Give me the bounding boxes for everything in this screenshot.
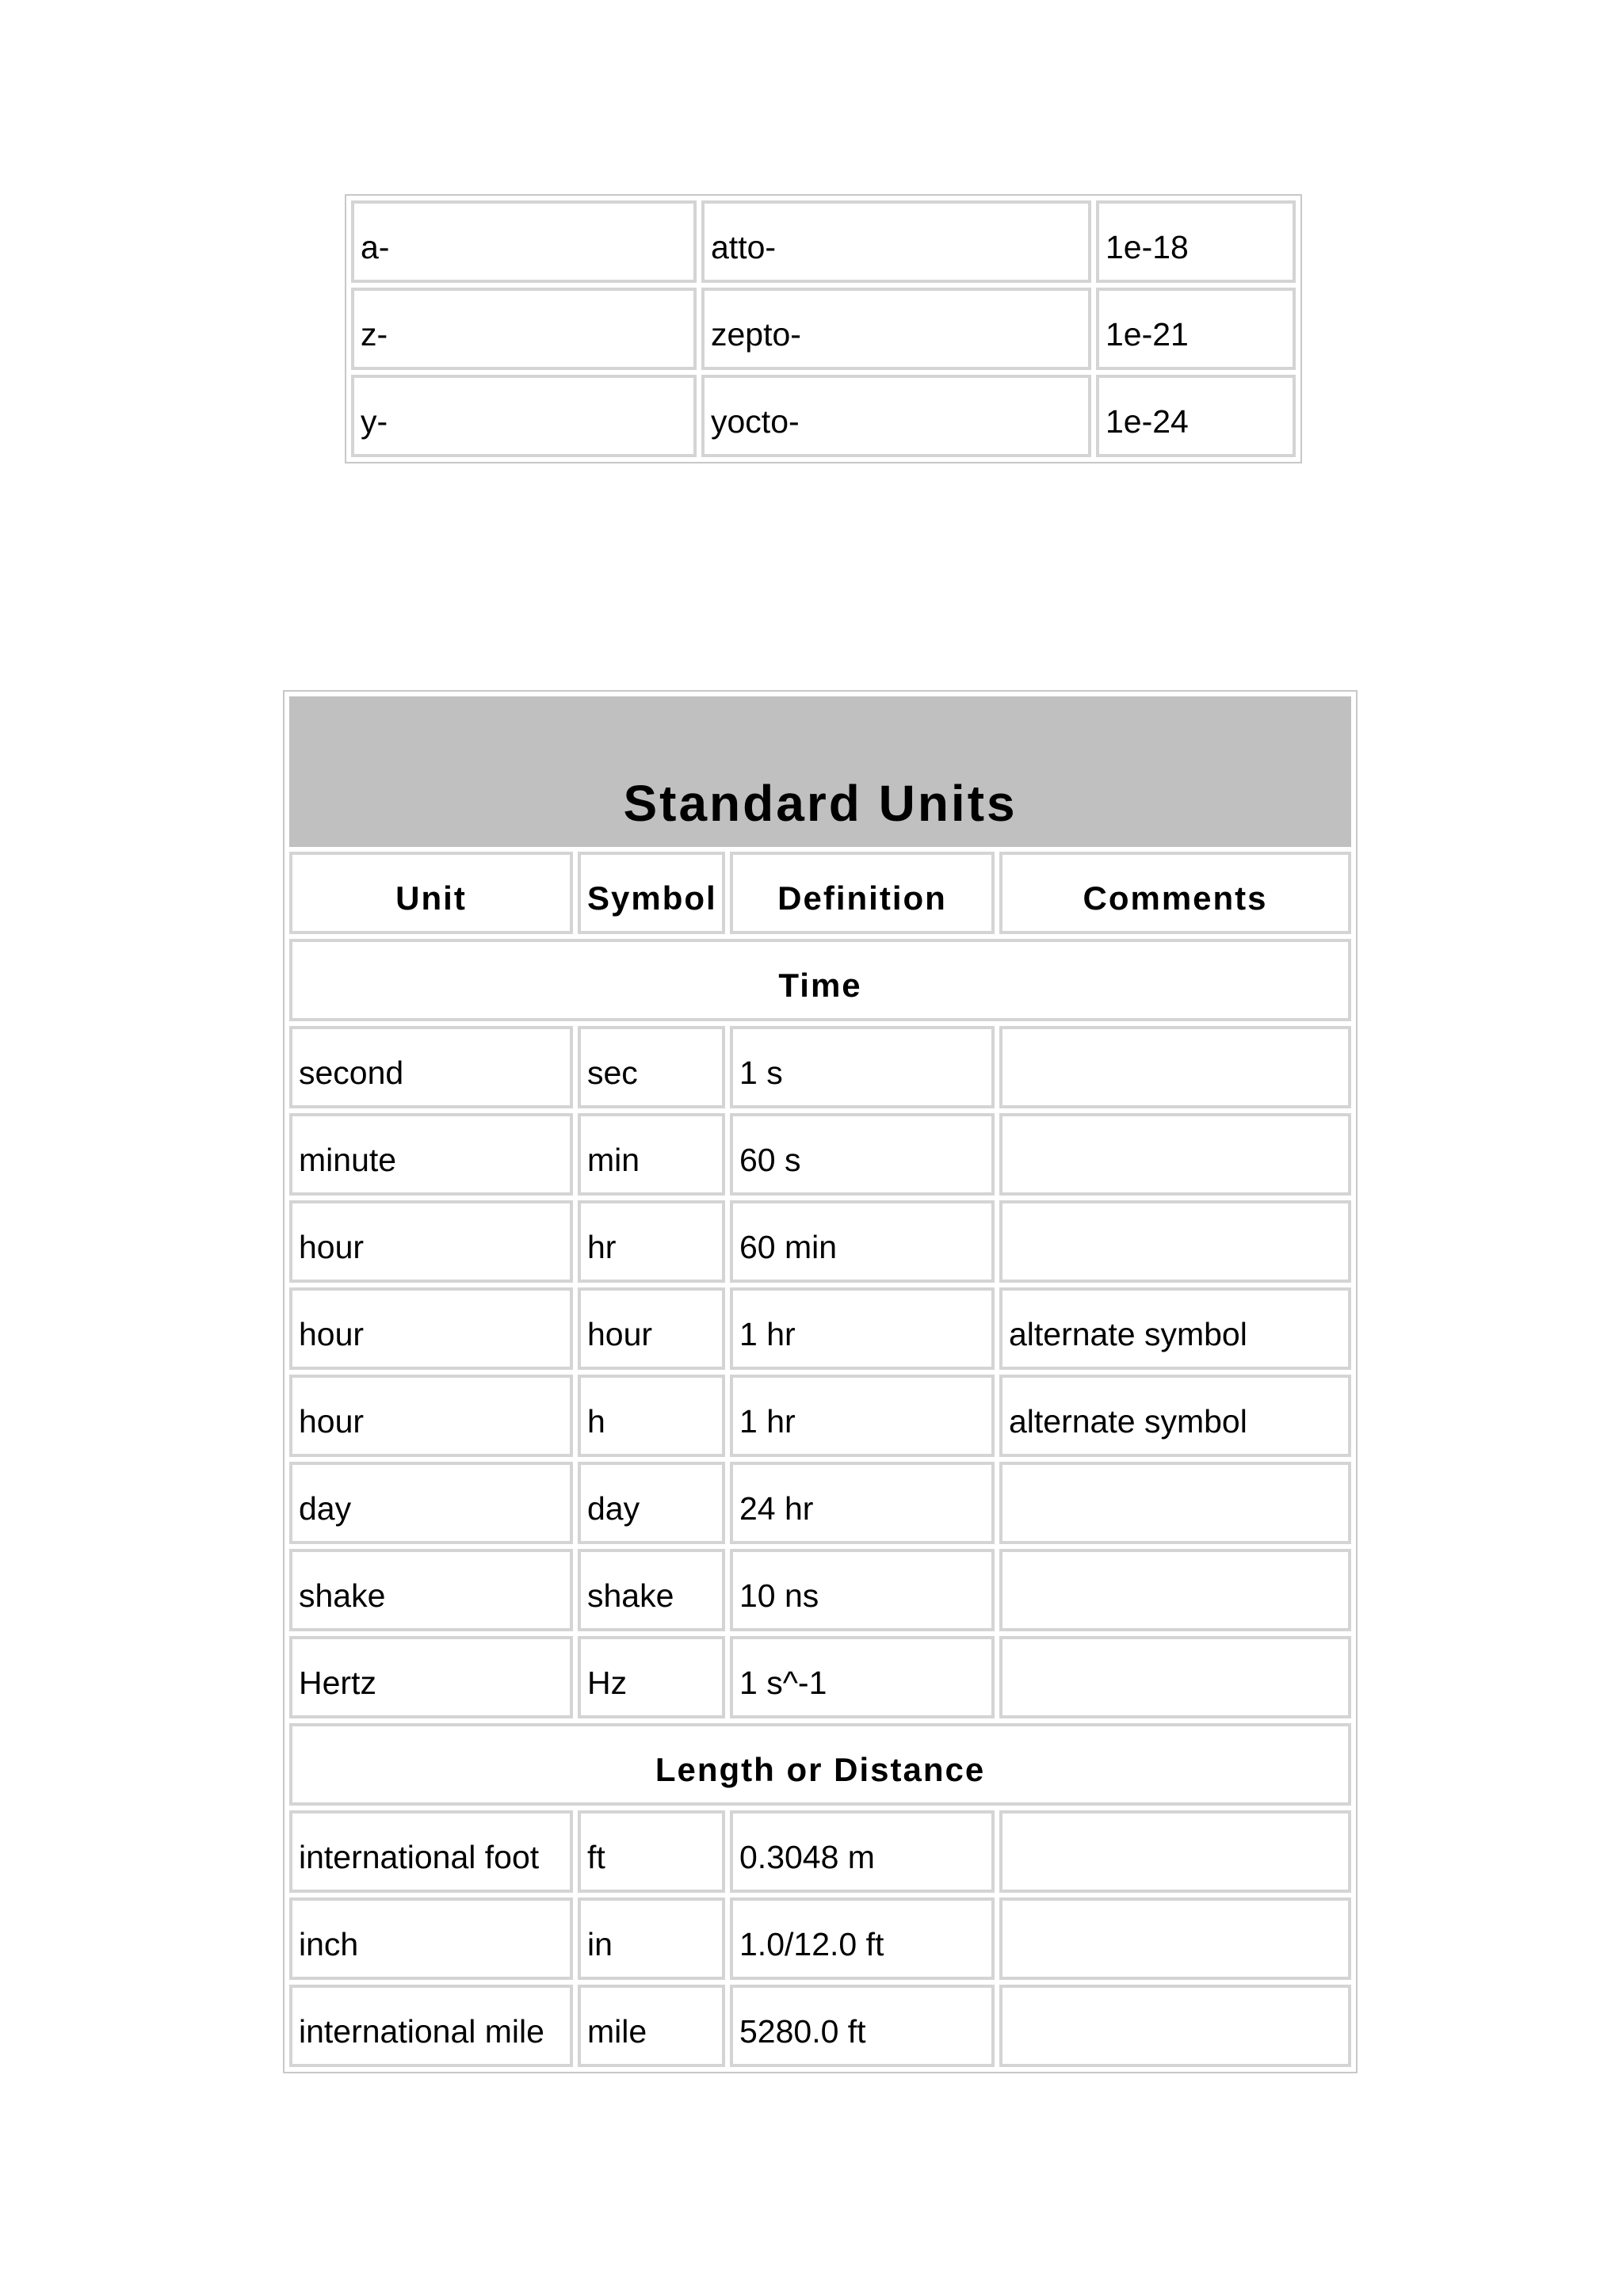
prefix-table: [345, 194, 1302, 463]
table-row: [289, 1026, 1351, 1108]
column-header-row: [289, 852, 1351, 934]
table-row: [351, 200, 1296, 283]
prefix-symbol-cell: a-: [351, 200, 697, 283]
table-row: [289, 1375, 1351, 1457]
prefix-name-cell: zepto-: [701, 288, 1091, 370]
prefix-name-cell: yocto-: [701, 375, 1091, 457]
unit-cell: day: [289, 1462, 573, 1544]
comments-cell: [999, 1200, 1351, 1283]
table-row: [289, 1810, 1351, 1893]
comments-cell: [999, 1026, 1351, 1108]
unit-cell: inch: [289, 1897, 573, 1980]
comments-cell: [999, 1636, 1351, 1718]
symbol-cell: hr: [578, 1200, 725, 1283]
table-row: [289, 1897, 1351, 1980]
symbol-cell: day: [578, 1462, 725, 1544]
prefix-name-cell: atto-: [701, 200, 1091, 283]
unit-cell: second: [289, 1026, 573, 1108]
definition-cell: 10 ns: [730, 1549, 995, 1631]
table-row: [289, 1113, 1351, 1196]
definition-cell: 60 s: [730, 1113, 995, 1196]
prefix-symbol-cell: y-: [351, 375, 697, 457]
unit-cell: shake: [289, 1549, 573, 1631]
table-title: Standard Units: [289, 696, 1351, 847]
definition-cell: 0.3048 m: [730, 1810, 995, 1893]
section-header-time: Time: [289, 939, 1351, 1021]
comments-cell: alternate symbol: [999, 1375, 1351, 1457]
comments-cell: [999, 1113, 1351, 1196]
unit-cell: hour: [289, 1200, 573, 1283]
standard-units-table: [283, 690, 1358, 2073]
symbol-cell: shake: [578, 1549, 725, 1631]
prefix-symbol-cell: z-: [351, 288, 697, 370]
column-header-unit: Unit: [289, 852, 573, 934]
unit-cell: minute: [289, 1113, 573, 1196]
unit-cell: international mile: [289, 1985, 573, 2067]
symbol-cell: Hz: [578, 1636, 725, 1718]
column-header-symbol: Symbol: [578, 852, 725, 934]
title-row: [289, 696, 1351, 847]
prefix-factor-cell: 1e-21: [1096, 288, 1296, 370]
unit-cell: hour: [289, 1287, 573, 1370]
comments-cell: [999, 1897, 1351, 1980]
definition-cell: 1 hr: [730, 1287, 995, 1370]
table-row: [289, 1462, 1351, 1544]
definition-cell: 5280.0 ft: [730, 1985, 995, 2067]
definition-cell: 1 hr: [730, 1375, 995, 1457]
symbol-cell: mile: [578, 1985, 725, 2067]
symbol-cell: sec: [578, 1026, 725, 1108]
unit-cell: international foot: [289, 1810, 573, 1893]
comments-cell: [999, 1549, 1351, 1631]
symbol-cell: min: [578, 1113, 725, 1196]
definition-cell: 1.0/12.0 ft: [730, 1897, 995, 1980]
section-header-length: Length or Distance: [289, 1723, 1351, 1806]
section-header-row: [289, 1723, 1351, 1806]
definition-cell: 1 s^-1: [730, 1636, 995, 1718]
table-row: [351, 375, 1296, 457]
comments-cell: [999, 1810, 1351, 1893]
symbol-cell: in: [578, 1897, 725, 1980]
symbol-cell: h: [578, 1375, 725, 1457]
table-row: [289, 1549, 1351, 1631]
table-row: [289, 1636, 1351, 1718]
comments-cell: alternate symbol: [999, 1287, 1351, 1370]
table-row: [289, 1287, 1351, 1370]
prefix-factor-cell: 1e-24: [1096, 375, 1296, 457]
comments-cell: [999, 1462, 1351, 1544]
table-row: [351, 288, 1296, 370]
definition-cell: 24 hr: [730, 1462, 995, 1544]
section-header-row: [289, 939, 1351, 1021]
prefix-factor-cell: 1e-18: [1096, 200, 1296, 283]
column-header-definition: Definition: [730, 852, 995, 934]
unit-cell: hour: [289, 1375, 573, 1457]
symbol-cell: hour: [578, 1287, 725, 1370]
column-header-comments: Comments: [999, 852, 1351, 934]
symbol-cell: ft: [578, 1810, 725, 1893]
table-row: [289, 1985, 1351, 2067]
comments-cell: [999, 1985, 1351, 2067]
definition-cell: 60 min: [730, 1200, 995, 1283]
table-row: [289, 1200, 1351, 1283]
definition-cell: 1 s: [730, 1026, 995, 1108]
unit-cell: Hertz: [289, 1636, 573, 1718]
